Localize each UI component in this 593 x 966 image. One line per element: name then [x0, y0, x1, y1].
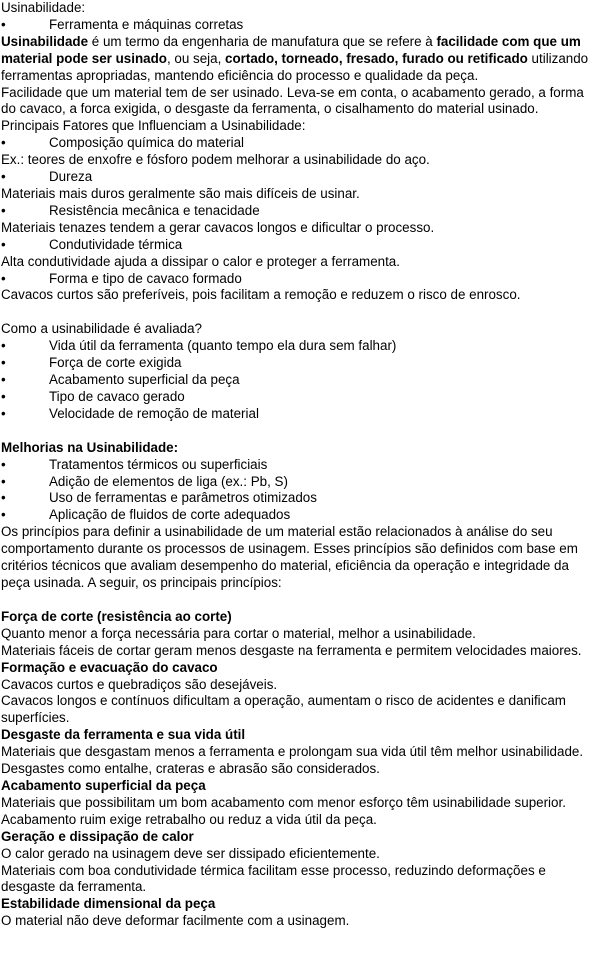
bullet-item: • Velocidade de remoção de material: [1, 406, 593, 423]
principio-line: O material não deve deformar facilmente com a usinagem.: [1, 913, 350, 929]
bold-term: Usinabilidade: [1, 33, 89, 49]
bold-phrase: cortado, torneado, fresado, furado ou retificado: [225, 50, 528, 66]
fatores-title: Principais Fatores que Influenciam a Usinabilidade:: [1, 118, 306, 134]
bullet-item: • Dureza: [1, 169, 593, 186]
bold-phrase: facilidade com que um material pode ser usinado: [1, 33, 581, 66]
text-run: é um termo da engenharia de manufatura que se refere à: [88, 33, 437, 49]
definition-paragraph: [1, 34, 593, 85]
principio-line: Acabamento ruim exige retrabalho ou reduz a vida útil da peça.: [1, 811, 377, 827]
text-run: utilizando ferramentas apropriadas, mantendo eficiência do processo e qualidade da peça.: [1, 50, 589, 83]
fatores-list: [1, 135, 593, 304]
bullet-item: • Acabamento superficial da peça: [1, 372, 593, 389]
bullet-item: • Resistência mecânica e tenacidade: [1, 203, 593, 220]
principio-title: Geração e dissipação de calor: [1, 828, 194, 844]
intro-paragraph: Facilidade que um material tem de ser usinado. Leva-se em conta, o acabamento gerado, a forma do cavaco, a forca exigida, o desgaste da ferramenta, o cisalhamento do material usinado.: [1, 84, 584, 117]
bullet-item: • Composição química do material: [1, 135, 593, 152]
spacer: [1, 423, 593, 440]
principio-title: Força de corte (resistência ao corte): [1, 608, 232, 624]
fator-text: Cavacos curtos são preferíveis, pois facilitam a remoção e reduzem o risco de enrosco.: [1, 287, 521, 303]
principio-title: Desgaste da ferramenta e sua vida útil: [1, 727, 246, 743]
fator-text: Materiais tenazes tendem a gerar cavacos longos e dificultar o processo.: [1, 219, 435, 235]
principios-list: [1, 609, 593, 930]
usinabilidade-label: Usinabilidade:: [1, 0, 86, 15]
principio-line: Materiais que possibilitam um bom acabamento com menor esforço têm usinabilidade superior.: [1, 794, 566, 810]
fator-text: Alta condutividade ajuda a dissipar o calor e proteger a ferramenta.: [1, 253, 400, 269]
principio-line: O calor gerado na usinagem deve ser dissipado eficientemente.: [1, 845, 380, 861]
principio-title: Acabamento superficial da peça: [1, 777, 206, 793]
melhorias-list: [1, 457, 593, 525]
avaliada-title: Como a usinabilidade é avaliada?: [1, 321, 202, 337]
bullet-item: • Vida útil da ferramenta (quanto tempo ela dura sem falhar): [1, 338, 593, 355]
principio-title: Estabilidade dimensional da peça: [1, 896, 216, 912]
bullet-item: • Força de corte exigida: [1, 355, 593, 372]
principio-line: Materiais fáceis de cortar geram menos desgaste na ferramenta e permitem velocidades maiores.: [1, 642, 582, 658]
fator-text: Ex.: teores de enxofre e fósforo podem melhorar a usinabilidade do aço.: [1, 152, 430, 168]
bullet-item: • Tratamentos térmicos ou superficiais: [1, 457, 593, 474]
bullet-item: • Ferramenta e máquinas corretas: [1, 17, 593, 34]
principio-line: Cavacos longos e contínuos dificultam a operação, aumentam o risco de acidentes e danificam superfícies.: [1, 693, 566, 726]
bullet-item: • Aplicação de fluidos de corte adequados: [1, 507, 593, 524]
principio-line: Materiais com boa condutividade térmica facilitam esse processo, reduzindo deformações e desgaste da ferramenta.: [1, 862, 546, 895]
principio-line: Materiais que desgastam menos a ferramenta e prolongam sua vida útil têm melhor usinabilidade.: [1, 744, 584, 760]
avaliada-list: [1, 338, 593, 423]
bullet-item: • Condutividade térmica: [1, 237, 593, 254]
principio-line: Quanto menor a força necessária para cortar o material, melhor a usinabilidade.: [1, 625, 476, 641]
bullet-item: • Tipo de cavaco gerado: [1, 389, 593, 406]
bullet-item: • Adição de elementos de liga (ex.: Pb, S): [1, 474, 593, 491]
bullet-item: • Uso de ferramentas e parâmetros otimizados: [1, 490, 593, 507]
text-run: , ou seja,: [166, 50, 226, 66]
fator-text: Materiais mais duros geralmente são mais difíceis de usinar.: [1, 185, 360, 201]
principio-line: Desgastes como entalhe, crateras e abrasão são considerados.: [1, 761, 380, 777]
spacer: [1, 304, 593, 321]
bullet-item: • Forma e tipo de cavaco formado: [1, 271, 593, 288]
spacer: [1, 592, 593, 609]
principio-line: Cavacos curtos e quebradiços são desejáveis.: [1, 676, 278, 692]
principio-title: Formação e evacuação do cavaco: [1, 659, 218, 675]
melhorias-title: Melhorias na Usinabilidade:: [1, 439, 179, 455]
principios-intro: Os princípios para definir a usinabilidade de um material estão relacionados à análise do seu comportamento durante os processos de usinagem. Esses princípios são definidos com base em critérios técnicos que avaliam desempenho do material, eficiência da operação e integridade da peça usinada. A seguir, os principais princípios:: [1, 524, 578, 590]
